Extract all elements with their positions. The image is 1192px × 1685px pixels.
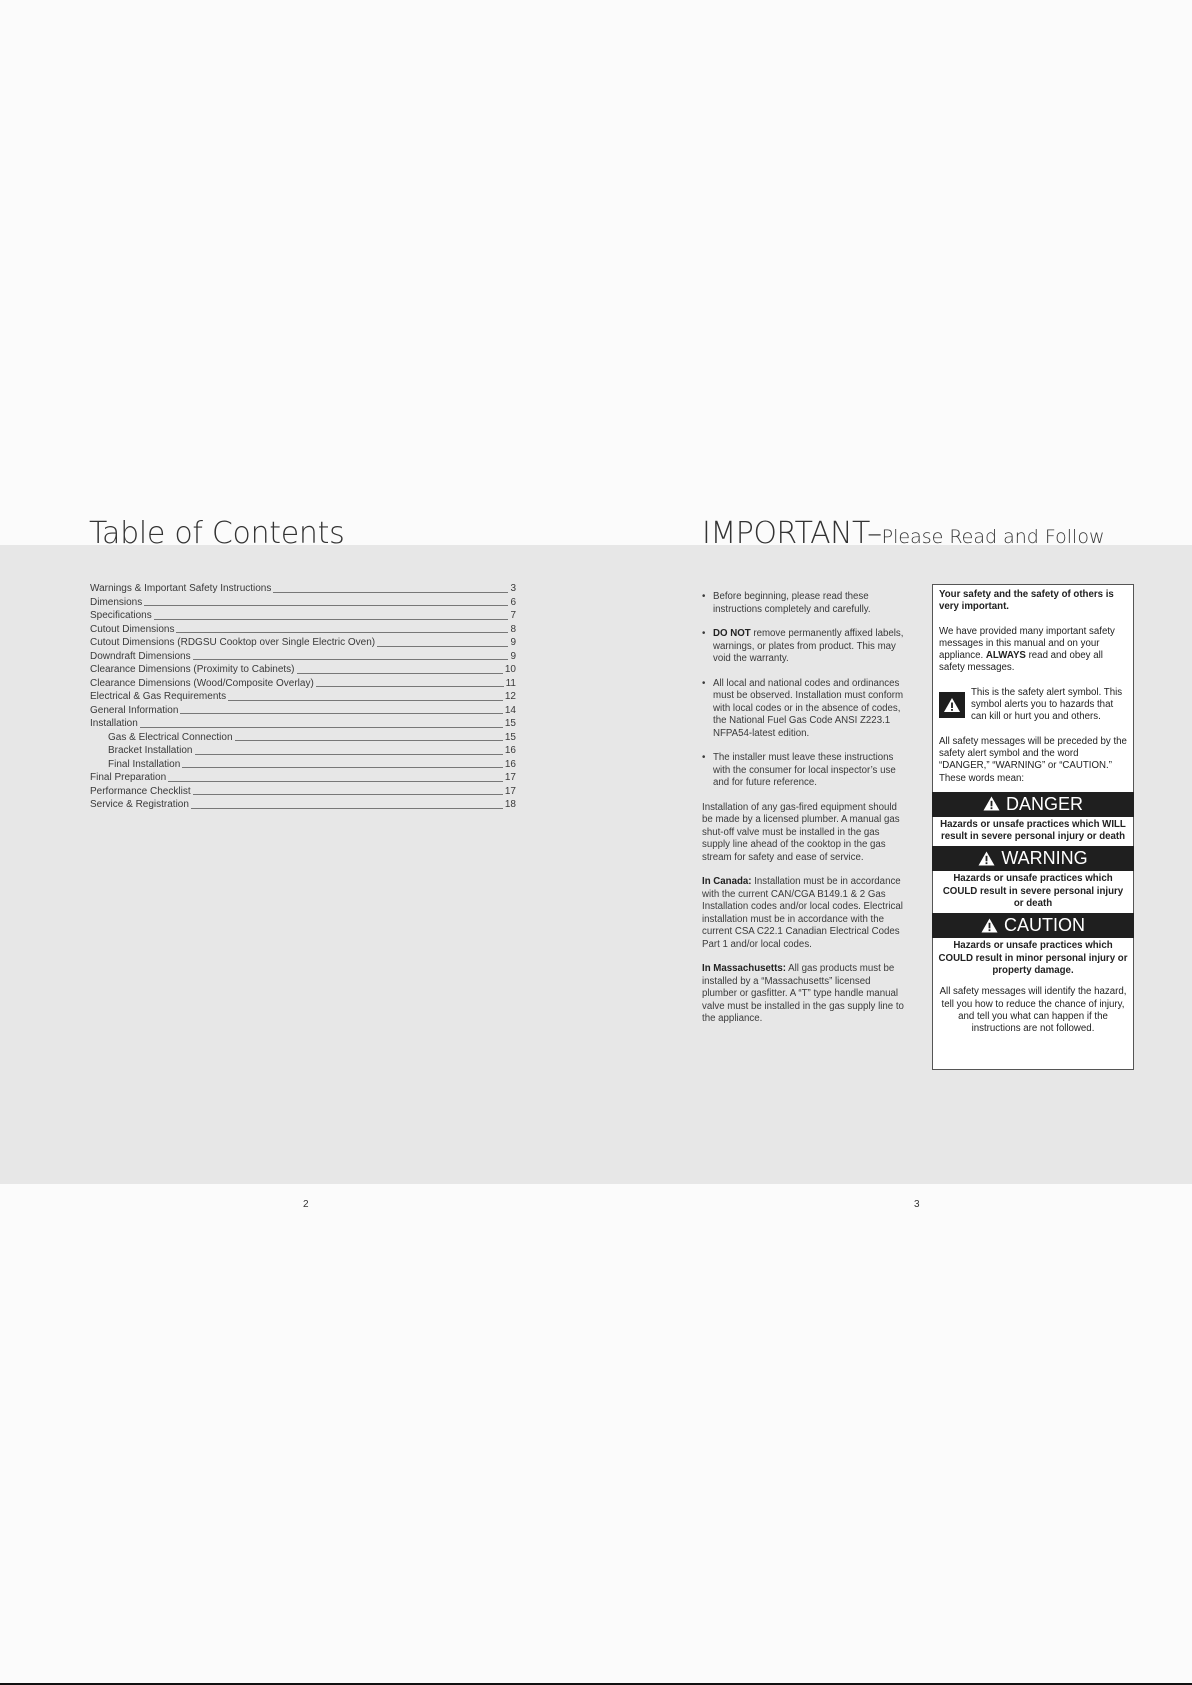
toc-entry-label: Service & Registration xyxy=(90,799,189,810)
toc-entry-page: 9 xyxy=(510,637,516,648)
safety-intro-pre: We have provided many important safety messages in this manual and on your appliance. xyxy=(939,625,1115,662)
toc-leader-line xyxy=(297,673,503,674)
toc-entry[interactable] xyxy=(90,636,516,650)
toc-entry-label: Cutout Dimensions (RDGSU Cooktop over Single Electric Oven) xyxy=(90,637,376,648)
toc-leader-line xyxy=(140,727,503,728)
instruction-bullet xyxy=(702,628,904,666)
toc-leader-line xyxy=(154,619,509,620)
toc-entry-page: 12 xyxy=(504,691,516,702)
signal-word-banner xyxy=(932,913,1134,938)
toc-entry[interactable] xyxy=(90,771,516,785)
toc-entry-page: 10 xyxy=(504,664,516,675)
toc-entry-page: 17 xyxy=(504,772,516,783)
toc-entry-label: Final Preparation xyxy=(90,772,167,783)
signal-word-banner xyxy=(932,792,1134,817)
instruction-paragraph-bold: In Canada: xyxy=(702,876,752,887)
toc-entry[interactable] xyxy=(90,623,516,637)
toc-title: Table of Contents xyxy=(89,516,345,551)
toc-leader-line xyxy=(182,767,503,768)
toc-entry[interactable] xyxy=(90,690,516,704)
instruction-paragraph xyxy=(702,876,904,951)
toc-entry[interactable] xyxy=(90,717,516,731)
important-title xyxy=(702,516,1105,551)
safety-intro-bold: ALWAYS xyxy=(985,650,1026,662)
toc-entry-label: Warnings & Important Safety Instructions xyxy=(90,583,272,594)
safety-intro-post: read and obey all safety messages. xyxy=(939,650,1103,674)
signal-word: WARNING xyxy=(1001,848,1088,869)
instruction-paragraph-text: Installation of any gas-fired equipment should be made by a licensed plumber. A manual gas shut-off valve must be installed in the gas supply line ahead of the cooktop in the gas stream for safety and ease of service. xyxy=(702,801,900,863)
toc-entry[interactable] xyxy=(90,758,516,772)
toc-entry-page: 17 xyxy=(504,785,516,797)
important-title-sub: Please Read and Follow xyxy=(881,526,1105,548)
toc-leader-line xyxy=(193,794,503,795)
toc-leader-line xyxy=(180,713,502,714)
toc-entry-page: 7 xyxy=(510,610,516,621)
instruction-paragraph xyxy=(702,802,904,865)
toc-entry-page: 15 xyxy=(504,718,516,729)
toc-entry-page: 18 xyxy=(504,799,516,810)
toc-entry-page: 9 xyxy=(510,650,516,662)
instruction-paragraph xyxy=(702,963,904,1026)
toc-entry-label: Cutout Dimensions xyxy=(90,623,175,635)
toc-entry[interactable] xyxy=(90,609,516,623)
important-title-main: IMPORTANT– xyxy=(702,516,882,551)
instruction-bullet-text: The installer must leave these instructions with the consumer for local inspector’s use and for future reference. xyxy=(713,752,896,788)
toc-entry-label: General Information xyxy=(90,704,179,716)
toc-entry-label: Clearance Dimensions (Wood/Composite Overlay) xyxy=(90,677,314,689)
toc-entry-page: 8 xyxy=(510,623,516,635)
toc-entry[interactable] xyxy=(90,663,516,677)
toc-entry[interactable] xyxy=(90,731,516,745)
toc-entry-page: 16 xyxy=(504,758,516,770)
signal-words xyxy=(933,792,1133,980)
toc-leader-line xyxy=(168,781,503,782)
instruction-bullet xyxy=(702,591,904,616)
warning-triangle-icon xyxy=(983,796,1000,811)
instruction-bullet-text: remove permanently affixed labels, warnings, or plates from product. This may void the warranty. xyxy=(713,628,904,664)
instruction-bullet-text: Before beginning, please read these instructions completely and carefully. xyxy=(713,591,871,615)
signal-word: DANGER xyxy=(1005,793,1083,814)
toc-entry-page: 6 xyxy=(510,596,516,608)
safety-box xyxy=(932,584,1134,1070)
safety-intro xyxy=(939,626,1127,675)
toc-entry-page: 3 xyxy=(510,583,516,594)
toc-entry[interactable] xyxy=(90,650,516,664)
toc-entry-label: Performance Checklist xyxy=(90,785,191,797)
toc-entry-label: Electrical & Gas Requirements xyxy=(90,691,227,702)
warning-triangle-icon xyxy=(978,851,995,866)
page-number-right: 3 xyxy=(914,1199,920,1210)
instruction-bullet xyxy=(702,678,904,741)
toc-leader-line xyxy=(273,592,508,593)
toc-entry[interactable] xyxy=(90,596,516,610)
instruction-bullet xyxy=(702,752,904,790)
toc-entry[interactable] xyxy=(90,582,516,596)
table-of-contents xyxy=(90,582,516,812)
safety-alert-text: This is the safety alert symbol. This symbol alerts you to hazards that can kill or hurt you and others. xyxy=(971,686,1123,723)
toc-entry-label: Downdraft Dimensions xyxy=(90,650,191,662)
safety-alert-icon xyxy=(939,692,965,718)
safety-heading: Your safety and the safety of others is very important. xyxy=(939,589,1114,613)
signal-word-description: Hazards or unsafe practices which COULD result in severe personal injury or death xyxy=(942,873,1124,910)
signal-word-description: Hazards or unsafe practices which COULD result in minor personal injury or property damage. xyxy=(938,940,1128,976)
important-instructions-column xyxy=(702,591,904,1038)
toc-entry-label: Specifications xyxy=(90,610,152,621)
bullet-list xyxy=(702,591,904,790)
toc-entry-label: Installation xyxy=(90,718,138,729)
toc-entry-label: Final Installation xyxy=(108,758,181,770)
toc-leader-line xyxy=(235,740,503,741)
toc-entry-label: Clearance Dimensions (Proximity to Cabinets) xyxy=(90,664,295,675)
safety-final-note: All safety messages will identify the hazard, tell you how to reduce the chance of injury, and tell you what can happen if the instructions are not followed. xyxy=(939,986,1127,1035)
instruction-paragraph-text: All gas products must be installed by a “Massachusetts” licensed plumber or gasfitter. A “T” type handle manual valve must be installed in the gas supply line to the appliance. xyxy=(702,963,904,1024)
toc-leader-line xyxy=(191,808,503,809)
toc-leader-line xyxy=(176,632,508,633)
toc-entry[interactable] xyxy=(90,785,516,799)
toc-leader-line xyxy=(228,700,503,701)
toc-leader-line xyxy=(316,686,504,687)
toc-entry-page: 11 xyxy=(505,677,516,689)
toc-entry-label: Bracket Installation xyxy=(108,745,193,756)
toc-leader-line xyxy=(195,754,503,755)
instruction-bullet-bold: DO NOT xyxy=(713,628,751,639)
paragraph-list xyxy=(702,802,904,1026)
warning-triangle-icon xyxy=(981,918,998,933)
toc-entry-label: Dimensions xyxy=(90,596,143,608)
toc-entry[interactable] xyxy=(90,744,516,758)
safety-alert-row xyxy=(939,687,1127,724)
toc-entry[interactable] xyxy=(90,704,516,718)
safety-preceded-text: All safety messages will be preceded by the safety alert symbol and the word “DANGER,” “WARNING” or “CAUTION.” These words mean: xyxy=(939,735,1127,784)
toc-entry-page: 14 xyxy=(504,704,516,716)
signal-word-description: Hazards or unsafe practices which WILL result in severe personal injury or death xyxy=(940,818,1126,843)
instruction-paragraph-text: Installation must be in accordance with the current CAN/CGA B149.1 & 2 Gas Installation codes and/or local codes. Electrical installation must be in accordance with the current CSA C22.1 Canadian Electrical Codes Part 1 and/or local codes. xyxy=(702,876,903,950)
toc-entry[interactable] xyxy=(90,677,516,691)
toc-entry-label: Gas & Electrical Connection xyxy=(108,731,233,743)
signal-word-banner xyxy=(932,846,1134,871)
signal-word: CAUTION xyxy=(1004,915,1085,936)
page-number-left: 2 xyxy=(303,1199,309,1210)
toc-leader-line xyxy=(193,659,509,660)
toc-entry[interactable] xyxy=(90,798,516,812)
toc-entry-page: 16 xyxy=(504,745,516,756)
instruction-bullet-text: All local and national codes and ordinances must be observed. Installation must conform with local codes or in the absence of codes, the National Fuel Gas Code ANSI Z223.1 NFPA54-latest edition. xyxy=(713,677,904,739)
toc-leader-line xyxy=(377,646,508,647)
toc-leader-line xyxy=(144,605,508,606)
toc-entry-page: 15 xyxy=(504,731,516,743)
instruction-paragraph-bold: In Massachusetts: xyxy=(702,963,786,974)
